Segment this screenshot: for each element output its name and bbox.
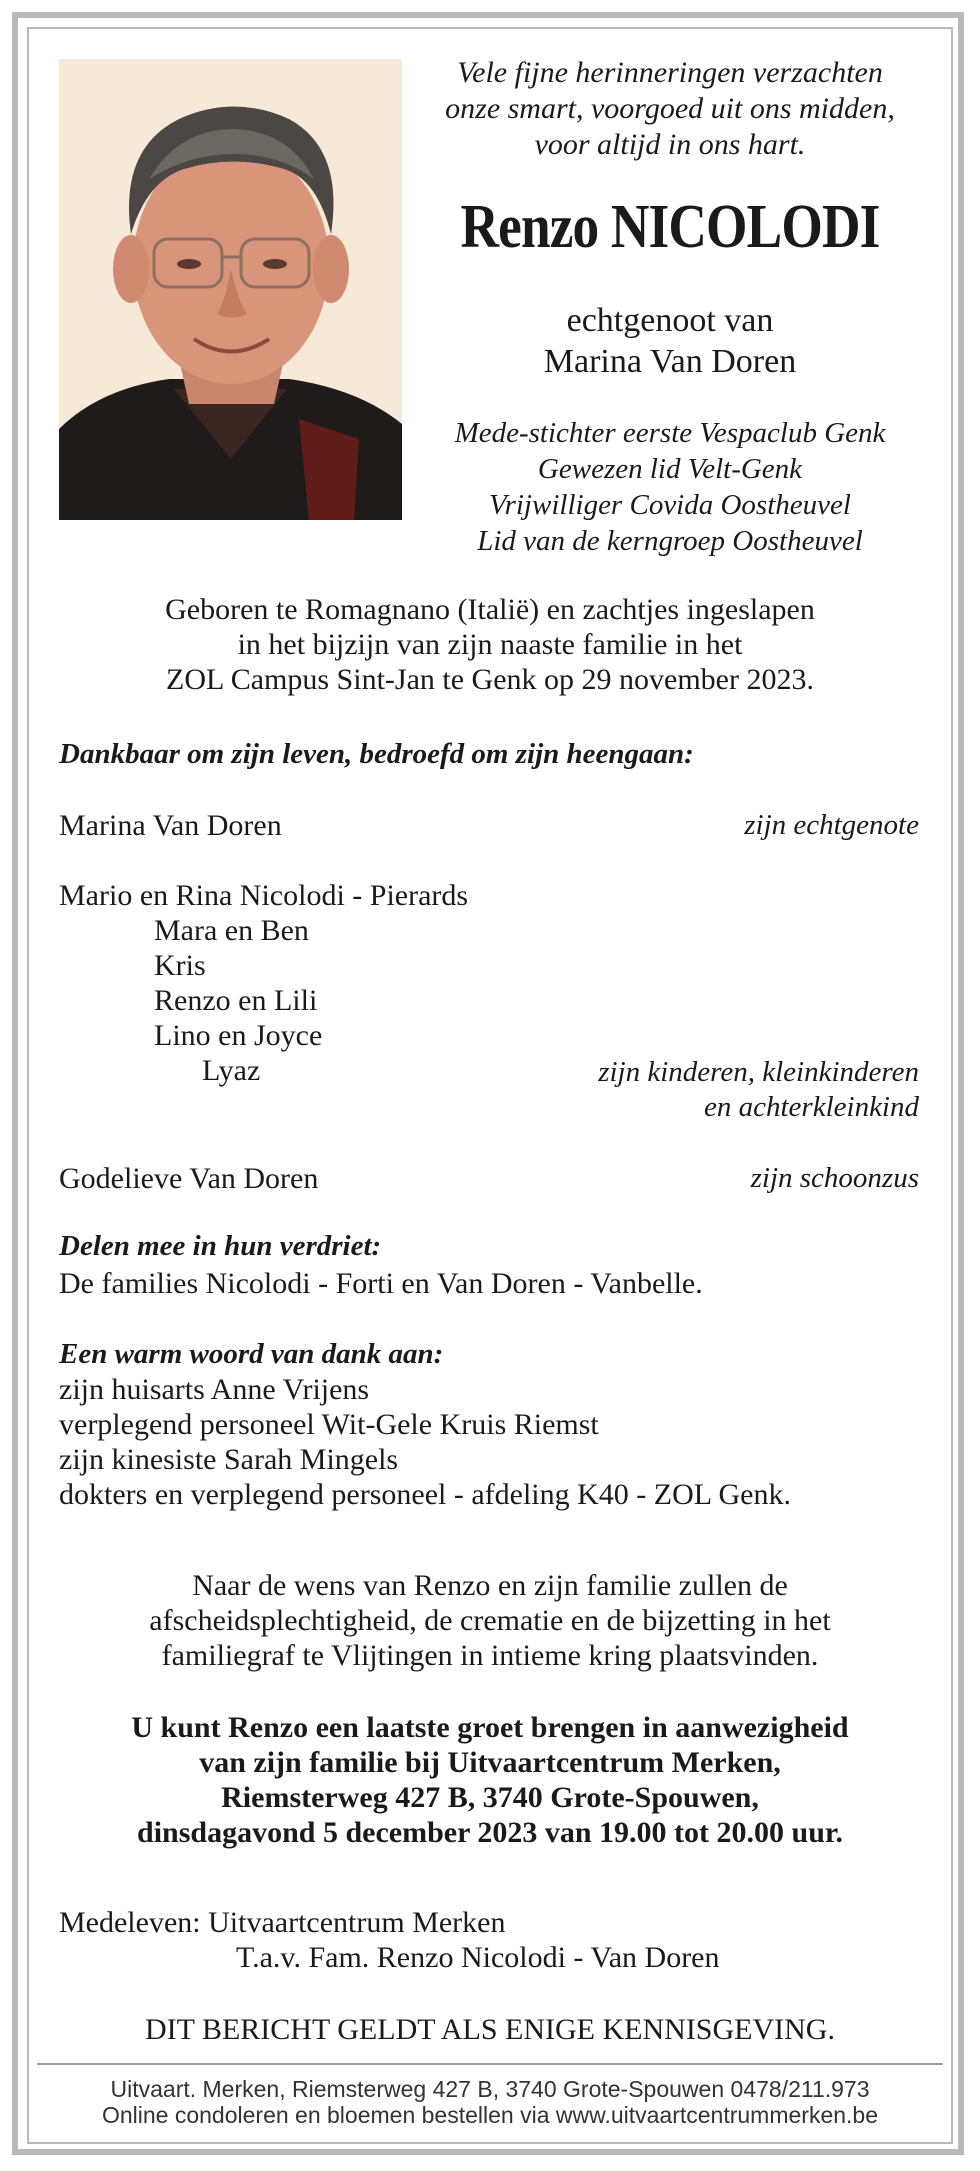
wish-line: afscheidsplechtigheid, de crematie en de bijzetting in het — [149, 1604, 831, 1637]
visit-line: dinsdagavond 5 december 2023 van 19.00 tot 20.00 uur. — [137, 1816, 843, 1849]
role-item: Vrijwilliger Covida Oostheuvel — [489, 489, 851, 521]
spouse-name: Marina Van Doren — [543, 343, 797, 380]
notice-text: DIT BERICHT GELDT ALS ENIGE KENNISGEVING. — [145, 2013, 835, 2046]
great-grandchild-name: Lyaz — [202, 1054, 261, 1087]
grandchild-name: Renzo en Lili — [154, 984, 318, 1017]
share-text: De families Nicolodi - Forti en Van Doren - Vanbelle. — [59, 1267, 703, 1300]
footer-website: Online condoleren en bloemen bestellen via www.uitvaartcentrummerken.be — [101, 2102, 879, 2128]
role-item: Lid van de kerngroep Oostheuvel — [477, 525, 863, 557]
footer-address: Uitvaart. Merken, Riemsterweg 427 B, 3740 Grote-Spouwen 0478/211.973 — [110, 2076, 870, 2102]
memorial-quote — [420, 55, 920, 163]
visit-line: Riemsterweg 427 B, 3740 Grote-Spouwen, — [221, 1781, 759, 1814]
wish-line: Naar de wens van Renzo en zijn familie zullen de — [192, 1569, 788, 1602]
spouse-block — [420, 300, 920, 382]
grandchild-name: Kris — [154, 949, 206, 982]
quote-line: voor altijd in ons hart. — [534, 128, 806, 161]
footer — [37, 2076, 943, 2128]
role-item: Mede-stichter eerste Vespaclub Genk — [454, 417, 886, 449]
thanks-item: zijn kinesiste Sarah Mingels — [59, 1443, 399, 1476]
born-line: Geboren te Romagnano (Italië) en zachtjes ingeslapen — [165, 593, 815, 626]
wife-relation: zijn echtgenote — [744, 809, 919, 841]
visit-paragraph — [59, 1710, 921, 1850]
role-item: Gewezen lid Velt-Genk — [537, 453, 803, 485]
thanks-heading: Een warm woord van dank aan: — [59, 1338, 444, 1370]
quote-line: Vele fijne herinneringen verzachten — [457, 56, 883, 89]
grandchild-name: Mara en Ben — [154, 914, 309, 947]
born-line: in het bijzijn van zijn naaste familie in het — [237, 628, 743, 661]
child-name: Mario en Rina Nicolodi - Pierards — [59, 879, 469, 912]
condolence-line: Medeleven: Uitvaartcentrum Merken — [59, 1906, 506, 1939]
sister-in-law-relation: zijn schoonzus — [750, 1162, 919, 1194]
roles-list — [415, 415, 925, 559]
deceased-name: Renzo NICOLODI — [460, 193, 880, 261]
thanks-item: verplegend personeel Wit-Gele Kruis Riemst — [59, 1408, 599, 1441]
children-relation: zijn kinderen, kleinkinderen — [598, 1056, 919, 1088]
visit-line: U kunt Renzo een laatste groet brengen in aanwezigheid — [131, 1711, 849, 1744]
born-line: ZOL Campus Sint-Jan te Genk op 29 november 2023. — [166, 663, 814, 696]
condolence-recipient: T.a.v. Fam. Renzo Nicolodi - Van Doren — [236, 1941, 720, 1974]
footer-divider — [37, 2063, 943, 2065]
grateful-heading: Dankbaar om zijn leven, bedroefd om zijn heengaan: — [59, 738, 694, 770]
grandchild-name: Lino en Joyce — [154, 1019, 323, 1052]
sister-in-law-name: Godelieve Van Doren — [59, 1162, 319, 1195]
portrait-photo — [59, 59, 402, 520]
birth-death-info — [59, 592, 921, 697]
wish-paragraph — [59, 1568, 921, 1673]
wife-name: Marina Van Doren — [59, 809, 282, 842]
spouse-label: echtgenoot van — [566, 302, 774, 339]
children-relation-cont: en achterkleinkind — [704, 1091, 919, 1123]
portrait-illustration — [59, 59, 402, 520]
quote-line: onze smart, voorgoed uit ons midden, — [445, 92, 895, 125]
share-heading: Delen mee in hun verdriet: — [59, 1230, 382, 1262]
wish-line: familiegraf te Vlijtingen in intieme kring plaatsvinden. — [161, 1639, 819, 1672]
visit-line: van zijn familie bij Uitvaartcentrum Merken, — [199, 1746, 781, 1779]
thanks-item: zijn huisarts Anne Vrijens — [59, 1373, 370, 1406]
thanks-item: dokters en verplegend personeel - afdeling K40 - ZOL Genk. — [59, 1478, 791, 1511]
